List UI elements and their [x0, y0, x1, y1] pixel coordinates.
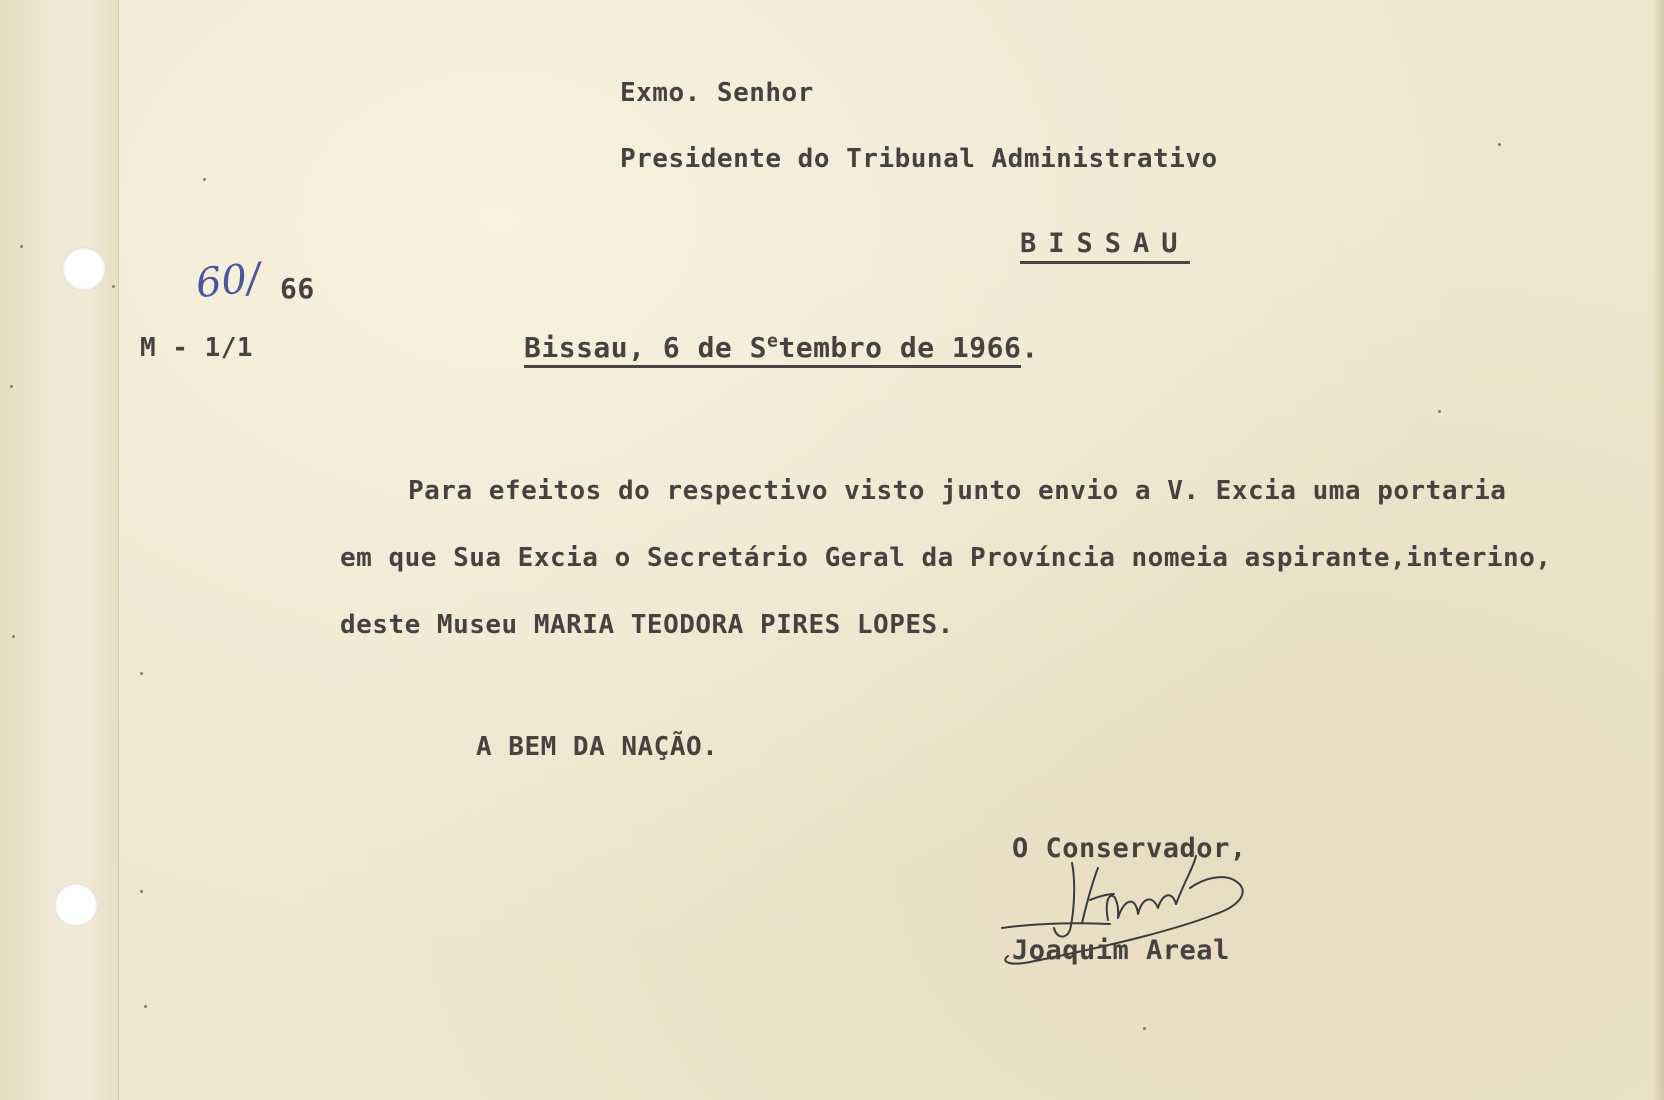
signatory-name: Joaquim Areal — [1012, 935, 1230, 966]
body-paragraph — [340, 458, 1552, 659]
handwritten-reference-number: 60/ — [193, 254, 263, 308]
punch-hole-top — [62, 247, 106, 291]
date-underlined — [524, 331, 1021, 368]
signatory-role: O Conservador, — [1012, 833, 1247, 864]
paper-speck — [140, 890, 143, 893]
date-rest: tembro de 1966 — [778, 331, 1022, 365]
reference-year: 66 — [280, 272, 315, 305]
body-line-1: Para efeitos do respectivo visto junto envio a V. Excia uma portaria — [408, 476, 1507, 506]
paper-speck — [1498, 143, 1501, 146]
date-trailing: . — [1021, 331, 1039, 365]
addressee-city: BISSAU — [1020, 228, 1190, 264]
reference-code: M - 1/1 — [140, 333, 254, 363]
paper-speck — [1143, 1027, 1146, 1030]
body-line-3: deste Museu MARIA TEODORA PIRES LOPES. — [340, 610, 954, 640]
paper-edge-shadow — [1652, 0, 1664, 1100]
punch-hole-bottom — [54, 883, 98, 927]
addressee-block — [620, 60, 1218, 192]
date-line — [524, 331, 1039, 364]
salutation: Exmo. Senhor — [620, 78, 814, 108]
paper-speck — [10, 385, 13, 388]
binding-strip — [0, 0, 119, 1100]
paper-speck — [203, 178, 206, 181]
paper-speck — [12, 635, 15, 638]
paper-speck — [20, 245, 23, 248]
addressee-title: Presidente do Tribunal Administrativo — [620, 144, 1218, 174]
date-text: Bissau, 6 de S — [524, 331, 768, 365]
paper-speck — [1438, 410, 1441, 413]
paper-speck — [112, 285, 115, 288]
body-line-2: em que Sua Excia o Secretário Geral da Província nomeia aspirante,interino, — [340, 543, 1552, 573]
paper-speck — [144, 1005, 147, 1008]
paper-speck — [140, 672, 143, 675]
date-superscript: e — [767, 331, 779, 352]
closing-formula: A BEM DA NAÇÃO. — [476, 732, 719, 762]
